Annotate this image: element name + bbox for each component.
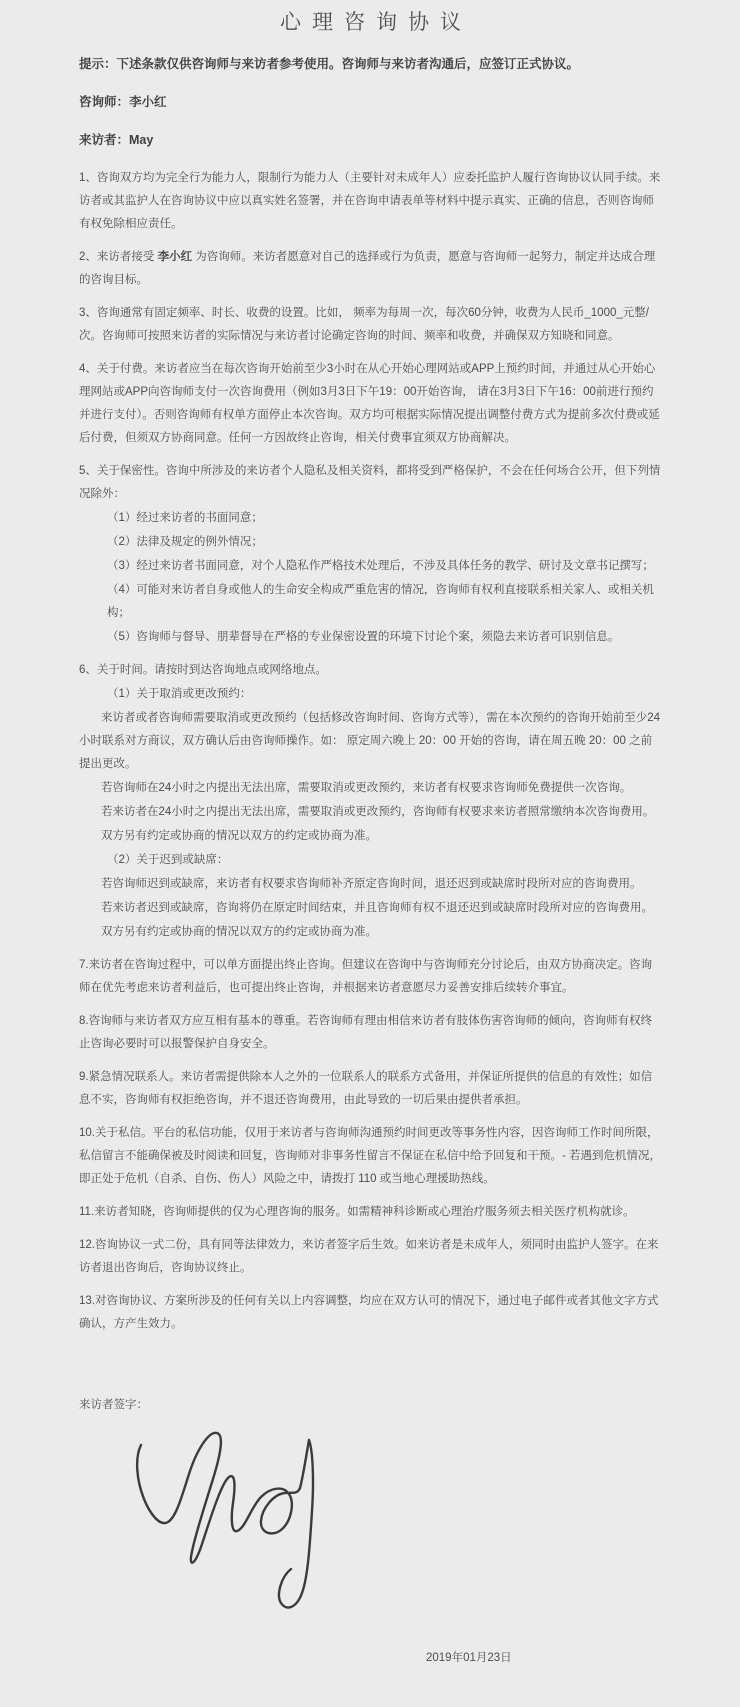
notice-line: 提示：下述条款仅供咨询师与来访者参考使用。咨询师与来访者沟通后，应签订正式协议。	[79, 57, 580, 71]
agreement-date: 2019年01月23日	[426, 1652, 512, 1664]
clause-6-para-2: 若咨询师在24小时之内提出无法出席，需要取消或更改预约，来访者有权要求咨询师免费提供一次咨询。	[101, 782, 632, 794]
signature-label: 来访者签字：	[79, 1399, 148, 1411]
signature-drawing-may	[129, 1427, 334, 1619]
counselor-name-inline: 李小红	[157, 251, 193, 263]
counselor-label: 咨询师：	[79, 95, 130, 109]
clause-5	[79, 460, 662, 649]
clause-3: 3、咨询通常有固定频率、时长、收费的设置。比如， 频率为每周一次，每次60分钟，收费为人民币_1000_元整/次。咨询师可按照来访者的实际情况与来访者讨论确定咨询的时间、频率和收费，并确保双方知晓和同意。	[79, 307, 649, 342]
clause-6-para-6: 若来访者迟到或缺席，咨询将仍在原定时间结束，并且咨询师有权不退还迟到或缺席时段所对应的咨询费用。	[101, 902, 653, 914]
clause-6-intro: 6、关于时间。请按时到达咨询地点或网络地点。	[79, 664, 327, 676]
clause-2	[79, 246, 662, 292]
counselor-name: 李小红	[129, 95, 167, 109]
clause-5-item-4: （4）可能对来访者自身或他人的生命安全构成严重危害的情况，咨询师有权利直接联系相关家人、或相关机构；	[107, 584, 654, 619]
clause-6-para-4: 双方另有约定或协商的情况以双方的约定或协商为准。	[101, 830, 377, 842]
clause-9: 9.紧急情况联系人。来访者需提供除本人之外的一位联系人的联系方式备用，并保证所提供的信息的有效性；如信息不实，咨询师有权拒绝咨询，并不退还咨询费用，由此导致的一切后果由提供者承担。	[79, 1071, 653, 1106]
clause-6-para-5: 若咨询师迟到或缺席，来访者有权要求咨询师补齐原定咨询时间，退还迟到或缺席时段所对应的咨询费用。	[101, 878, 642, 890]
clause-6-para-3: 若来访者在24小时之内提出无法出席，需要取消或更改预约，咨询师有权要求来访者照常缴纳本次咨询费用。	[101, 806, 655, 818]
clause-6-para-7: 双方另有约定或协商的情况以双方的约定或协商为准。	[101, 926, 377, 938]
visitor-signature	[129, 1427, 334, 1619]
clause-7: 7.来访者在咨询过程中，可以单方面提出终止咨询。但建议在咨询中与咨询师充分讨论后，由双方协商决定。咨询师在优先考虑来访者利益后，也可提出终止咨询，并根据来访者意愿尽力妥善安排后续转介事宜。	[79, 959, 653, 994]
clause-11: 11.来访者知晓，咨询师提供的仅为心理咨询的服务。如需精神科诊断或心理治疗服务须去相关医疗机构就诊。	[79, 1206, 635, 1218]
visitor-label: 来访者：	[79, 133, 130, 147]
counselor-line	[79, 91, 662, 114]
clause-6-para-1: 来访者或者咨询师需要取消或更改预约（包括修改咨询时间、咨询方式等），需在本次预约的咨询开始前至少24小时联系对方商议，双方确认后由咨询师操作。如： 原定周六晚上 20：00 开始的咨询，请在周五晚 20：00 之前提出更改。	[79, 712, 661, 770]
clause-12: 12.咨询协议一式二份，具有同等法律效力，来访者签字后生效。如来访者是未成年人，须同时由监护人签字。在来访者退出咨询后，咨询协议终止。	[79, 1239, 659, 1274]
clause-1: 1、咨询双方均为完全行为能力人，限制行为能力人（主要针对未成年人）应委托监护人履行咨询协议认同手续。来访者或其监护人在咨询协议中应以真实姓名签署，并在咨询申请表单等材料中提示真实、正确的信息，否则咨询师有权免除相应责任。	[79, 172, 661, 230]
clause-10: 10.关于私信。平台的私信功能，仅用于来访者与咨询师沟通预约时间更改等事务性内容，因咨询师工作时间所限，私信留言不能确保被及时阅读和回复，咨询师对非事务性留言不保证在私信中给予回复和干预。- 若遇到危机情况，即正处于危机（自杀、自伤、伤人）风险之中，请拨打 110 或当地心理援助热线。	[79, 1127, 662, 1185]
page-title: 心理咨询协议	[280, 11, 472, 34]
clause-6-sub-2: （2）关于迟到或缺席：	[107, 854, 229, 866]
clause-2-post: 为咨询师。来访者愿意对自己的选择或行为负责，愿意与咨询师一起努力，制定并达成合理的咨询目标。	[79, 251, 656, 286]
clause-6-sub-1: （1）关于取消或更改预约：	[107, 688, 252, 700]
clause-6	[79, 659, 662, 944]
clause-8: 8.咨询师与来访者双方应互相有基本的尊重。若咨询师有理由相信来访者有肢体伤害咨询师的倾向，咨询师有权终止咨询必要时可以报警保护自身安全。	[79, 1015, 653, 1050]
clause-13: 13.对咨询协议、方案所涉及的任何有关以上内容调整，均应在双方认可的情况下，通过电子邮件或者其他文字方式确认，方产生效力。	[79, 1295, 659, 1330]
clause-4: 4、关于付费。来访者应当在每次咨询开始前至少3小时在从心开始心理网站或APP上预约时间，并通过从心开始心理网站或APP向咨询师支付一次咨询费用（例如3月3日下午19：00开始咨询， 请在3月3日下午16：00前进行预约并进行支付）。否则咨询师有权单方面停止本次咨询。双方均可根据实际情况提出调整付费方式为提前多次付费或延后付费，但须双方协商同意。任何一方因故终止咨询，相关付费事宜须双方协商解决。	[79, 363, 660, 444]
clause-5-intro: 5、关于保密性。咨询中所涉及的来访者个人隐私及相关资料，都将受到严格保护，不会在任何场合公开，但下列情况除外：	[79, 465, 661, 500]
clause-5-item-1: （1）经过来访者的书面同意；	[107, 512, 263, 524]
clause-5-item-5: （5）咨询师与督导、朋辈督导在严格的专业保密设置的环境下讨论个案，须隐去来访者可识别信息。	[107, 631, 620, 643]
clause-2-pre: 2、来访者接受	[79, 251, 158, 263]
clause-5-item-3: （3）经过来访者书面同意，对个人隐私作严格技术处理后，不涉及具体任务的教学、研讨及文章书记撰写；	[107, 560, 654, 572]
visitor-line	[79, 129, 662, 152]
visitor-name: May	[129, 133, 154, 147]
clause-5-item-2: （2）法律及规定的例外情况；	[107, 536, 263, 548]
